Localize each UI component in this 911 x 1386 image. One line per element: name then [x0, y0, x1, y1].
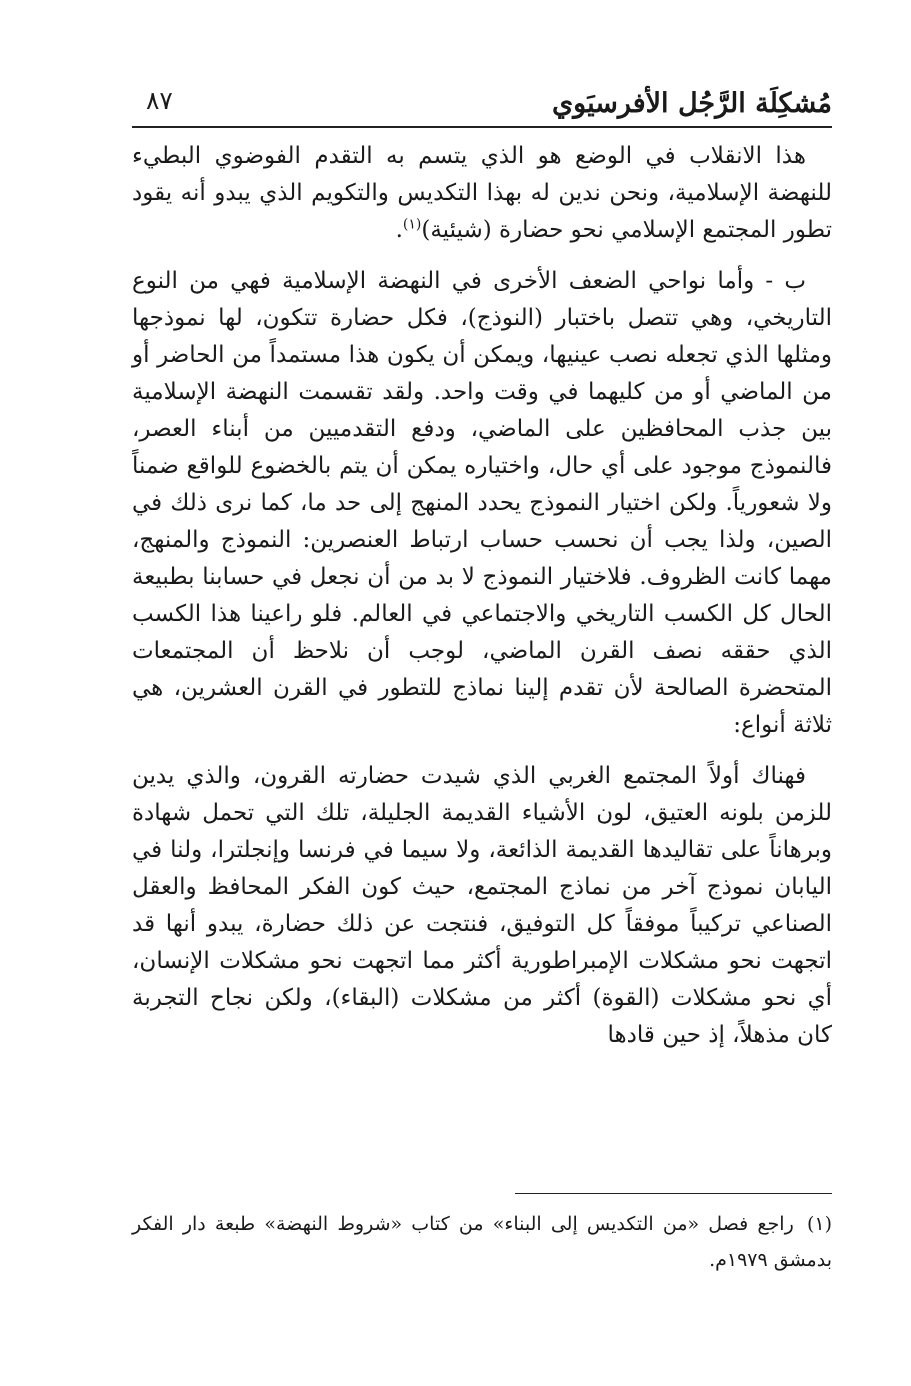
footnote-reference: (١): [402, 216, 422, 233]
footnote-text: راجع فصل «من التكديس إلى البناء» من كتاب «شروط النهضة» طبعة دار الفكر بدمشق ١٩٧٩م.: [132, 1213, 832, 1271]
footnote-number: (١): [806, 1213, 832, 1235]
footnote: [132, 1206, 832, 1278]
paragraph-3: فهناك أولاً المجتمع الغربي الذي شيدت حضارته القرون، والذي يدين للزمن بلونه العتيق، لون الأشياء القديمة الجليلة، تلك التي تحمل شهادة وبرهاناً على تقاليدها القديمة الذائعة، ولا سيما في فرنسا وإنجلترا، ولنا في اليابان نموذج آخر من نماذج المجتمع، حيث كون الفكر المحافظ والعقل الصناعي تركيباً موفقاً كل التوفيق، فنتجت عن ذلك حضارة، يبدو أنها قد اتجهت نحو مشكلات الإمبراطورية أكثر مما اتجهت نحو مشكلات الإنسان، أي نحو مشكلات (القوة) أكثر من مشكلات (البقاء)، ولكن نجاح التجربة كان مذهلاً، إذ حين قادها: [132, 763, 832, 1048]
running-title: مُشكِلَة الرَّجُل الأفرسيَوي: [552, 88, 832, 119]
paragraph-1: [132, 138, 832, 249]
paragraph-2: ب - وأما نواحي الضعف الأخرى في النهضة الإسلامية فهي من النوع التاريخي، وهي تتصل باختبار (النوذج)، فكل حضارة تتكون، لها نموذجها ومثلها الذي تجعله نصب عينيها، ويمكن أن يكون هذا مستمداً من الحاضر أو من الماضي أو من كليهما في وقت واحد. ولقد تقسمت النهضة الإسلامية بين جذب المحافظين على الماضي، ودفع التقدميين من أبناء العصر، فالنموذج موجود على أي حال، واختياره يمكن أن يتم بالخضوع للواقع ضمناً ولا شعورياً. ولكن اختيار النموذج يحدد المنهج إلى حد ما، كما نرى ذلك في الصين، ولذا يجب أن نحسب حساب ارتباط العنصرين: النموذج والمنهج، مهما كانت الظروف. فلاختيار النموذج لا بد من أن نجعل في حسابنا بطبيعة الحال كل الكسب التاريخي والاجتماعي في العالم. فلو راعينا هذا الكسب الذي حققه نصف القرن الماضي، لوجب أن نلاحظ أن المجتمعات المتحضرة الصالحة لأن تقدم إلينا نماذج للتطور في القرن العشرين، هي ثلاثة أنواع:: [132, 268, 832, 738]
paragraph-1-tail: .: [395, 217, 403, 243]
body-text: [132, 138, 832, 1068]
page-number: ٨٧: [146, 86, 173, 115]
page-header: [132, 82, 832, 126]
header-rule: [132, 126, 832, 128]
footnote-rule: [515, 1193, 832, 1194]
paragraph-1-text: هذا الانقلاب في الوضع هو الذي يتسم به التقدم الفوضوي البطيء للنهضة الإسلامية، ونحن ندين له بهذا التكديس والتكويم الذي يبدو أنه يقود تطور المجتمع الإسلامي نحو حضارة (شيئية): [132, 143, 832, 243]
